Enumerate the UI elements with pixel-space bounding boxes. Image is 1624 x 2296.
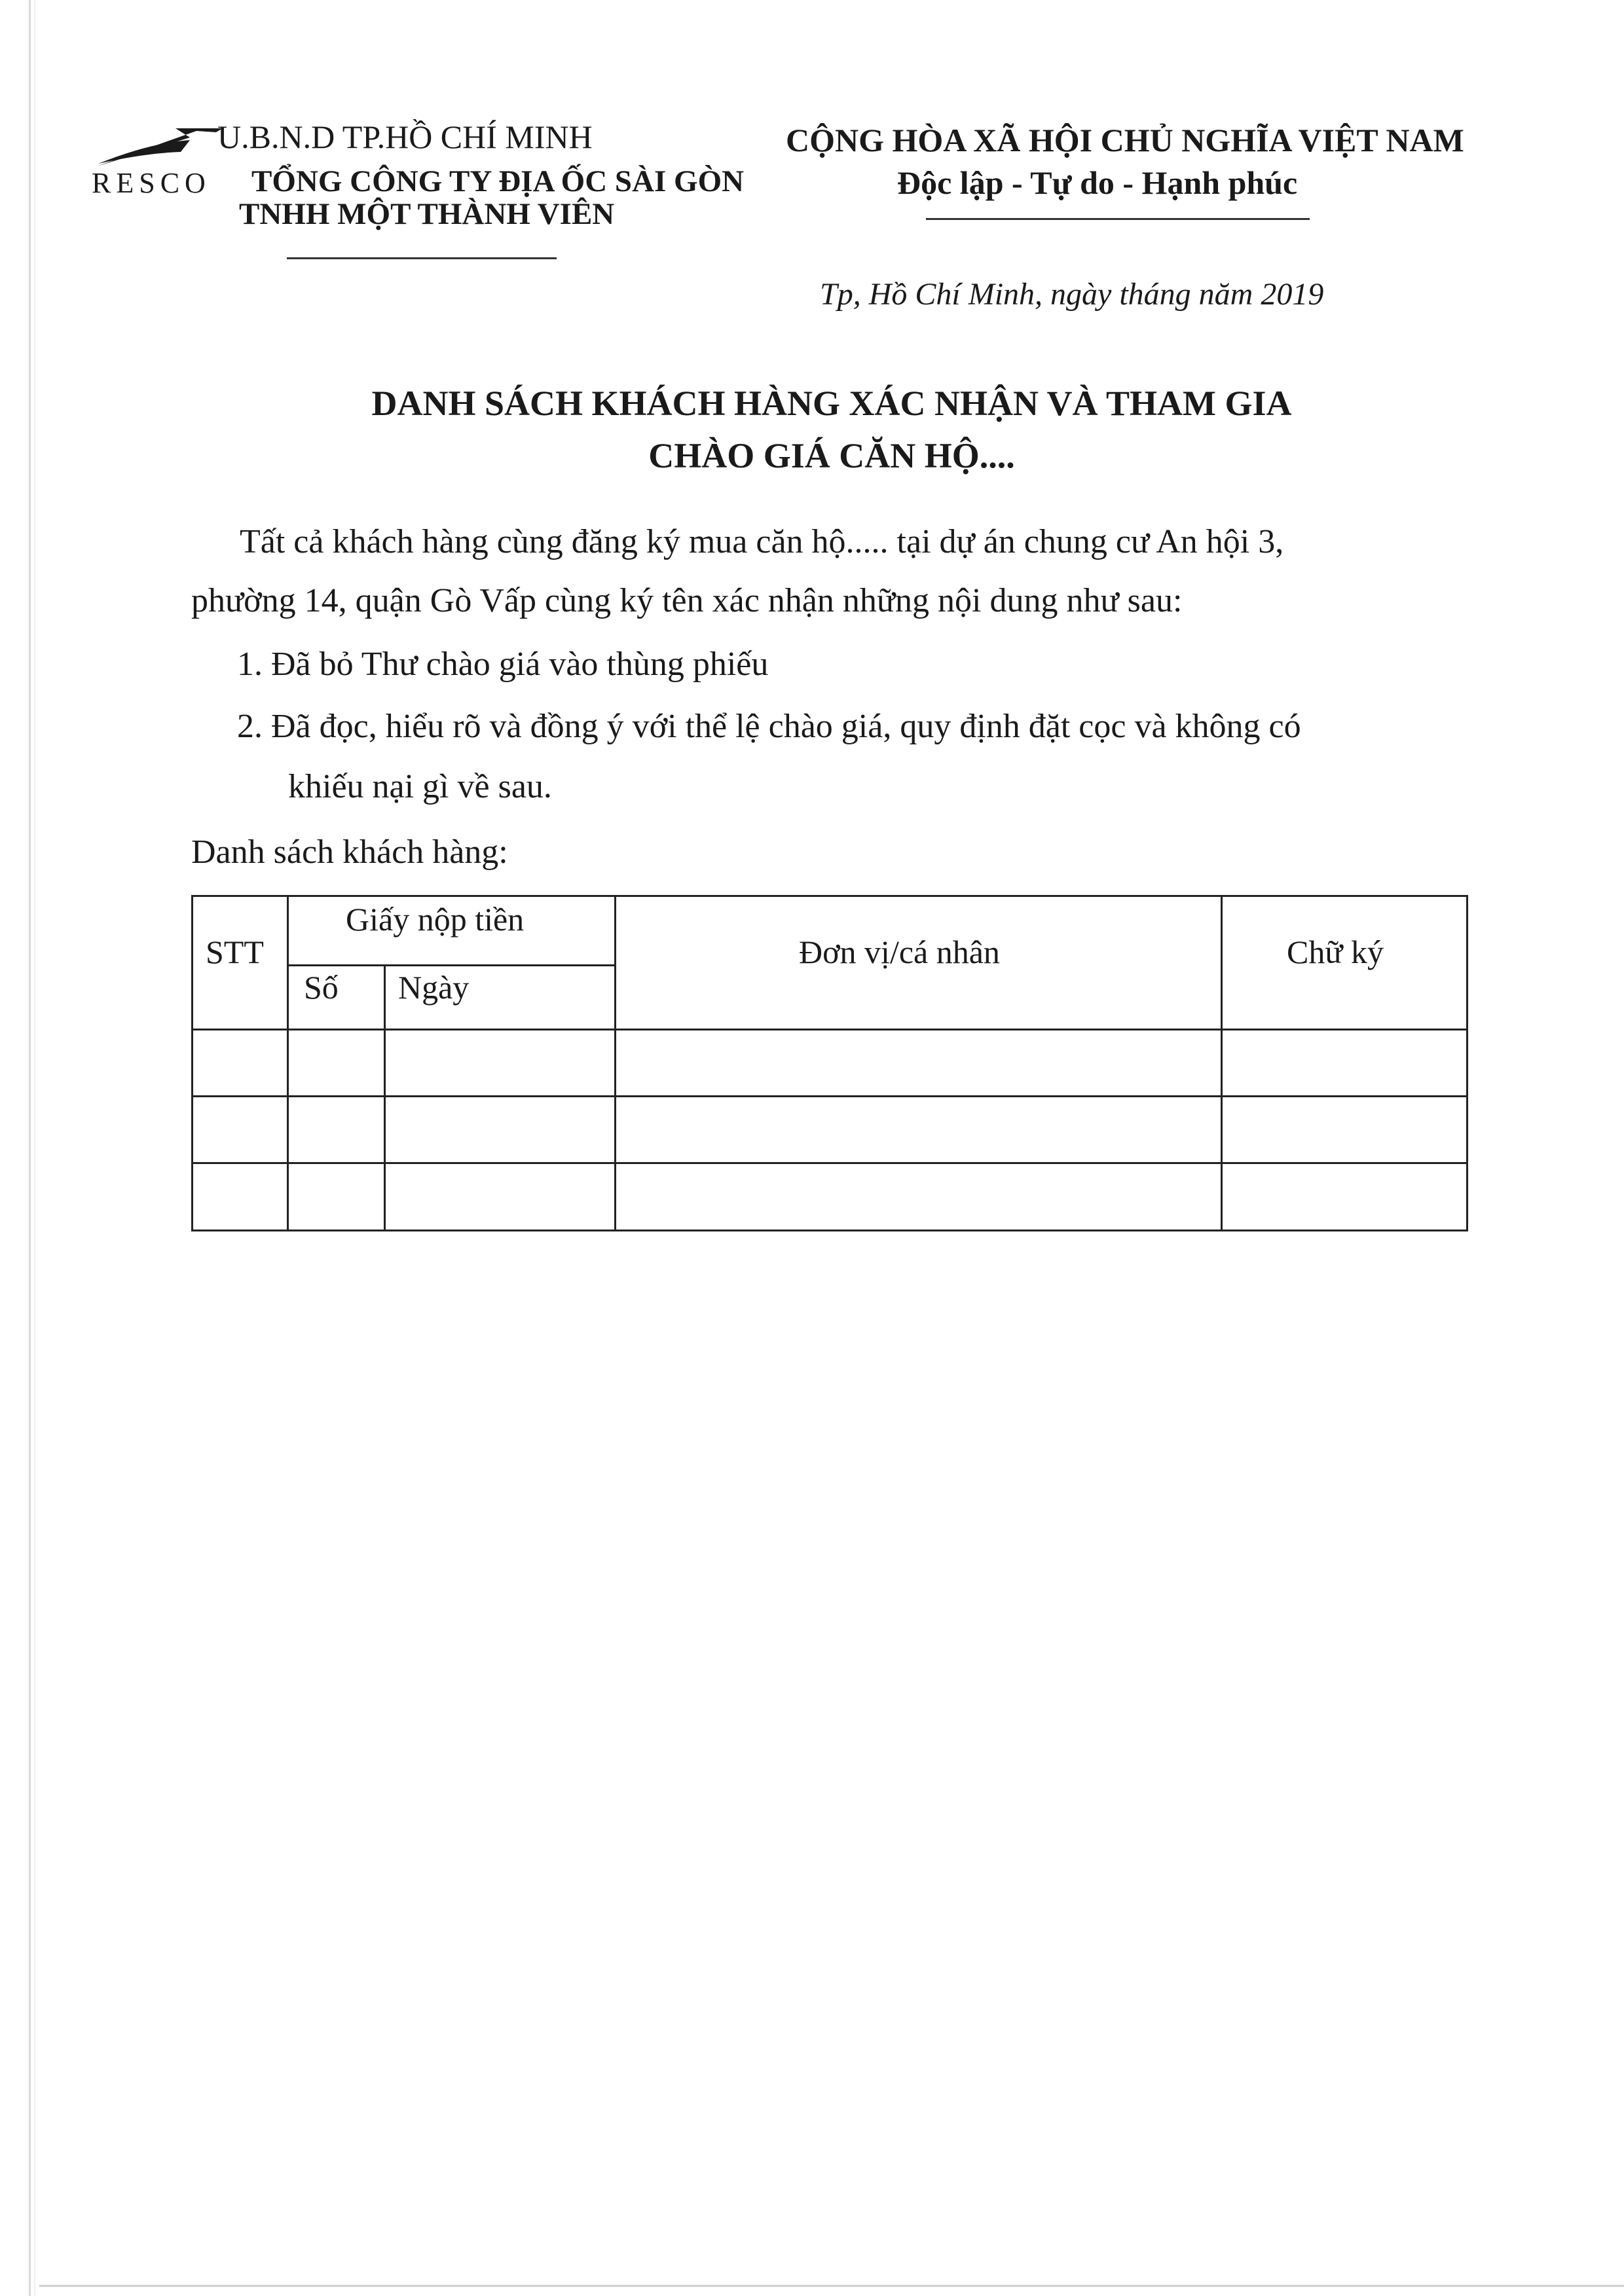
table-border [614,895,616,1231]
table-border [191,895,193,1231]
country-name: CỘNG HÒA XÃ HỘI CHỦ NGHĨA VIỆT NAM [786,122,1464,158]
divider [287,257,557,259]
column-header-ngay: Ngày [398,969,470,1006]
table-border [191,1095,1468,1097]
scan-edge [39,2285,1624,2287]
column-header-stt: STT [206,934,264,970]
table-border [1466,895,1468,1231]
table-border [191,1029,1468,1030]
company-type: TNHH MỘT THÀNH VIÊN [239,197,615,231]
customer-table [191,895,1468,1231]
list-item: 1. Đã bỏ Thư chào giá vào thùng phiếu [237,646,769,683]
table-border [287,964,616,966]
paragraph: phường 14, quận Gò Vấp cùng ký tên xác nhận những nội dung như sau: [191,582,1183,619]
document-title: DANH SÁCH KHÁCH HÀNG XÁC NHẬN VÀ THAM GIA [371,384,1292,423]
divider [926,218,1310,220]
paragraph: Tất cả khách hàng cùng đăng ký mua căn hộ..... tại dự án chung cư An hội 3, [240,523,1284,560]
column-header-don-vi: Đơn vị/cá nhân [799,934,1000,970]
list-item: khiếu nại gì về sau. [288,768,552,805]
table-border [287,895,289,1231]
table-border [384,964,386,1231]
logo-text: RESCO [92,167,211,199]
document-title: CHÀO GIÁ CĂN HỘ.... [648,436,1015,475]
motto: Độc lập - Tự do - Hạnh phúc [897,164,1298,201]
table-border [191,1230,1468,1231]
column-header-chu-ky: Chữ ký [1287,934,1384,970]
list-label: Danh sách khách hàng: [191,833,508,871]
table-border [191,895,1468,897]
column-header-so: Số [304,969,339,1006]
date-line: Tp, Hồ Chí Minh, ngày tháng năm 2019 [820,277,1324,312]
company-name: TỔNG CÔNG TY ĐỊA ỐC SÀI GÒN [251,164,745,198]
ubnd-label: U.B.N.D TP.HỒ CHÍ MINH [217,118,593,155]
scan-edge [34,0,35,2296]
scan-edge [29,0,31,2296]
column-header-giay-nop-tien: Giấy nộp tiền [346,901,525,938]
table-border [191,1162,1468,1164]
table-border [1221,895,1223,1231]
list-item: 2. Đã đọc, hiểu rõ và đồng ý với thể lệ chào giá, quy định đặt cọc và không có [237,708,1301,745]
